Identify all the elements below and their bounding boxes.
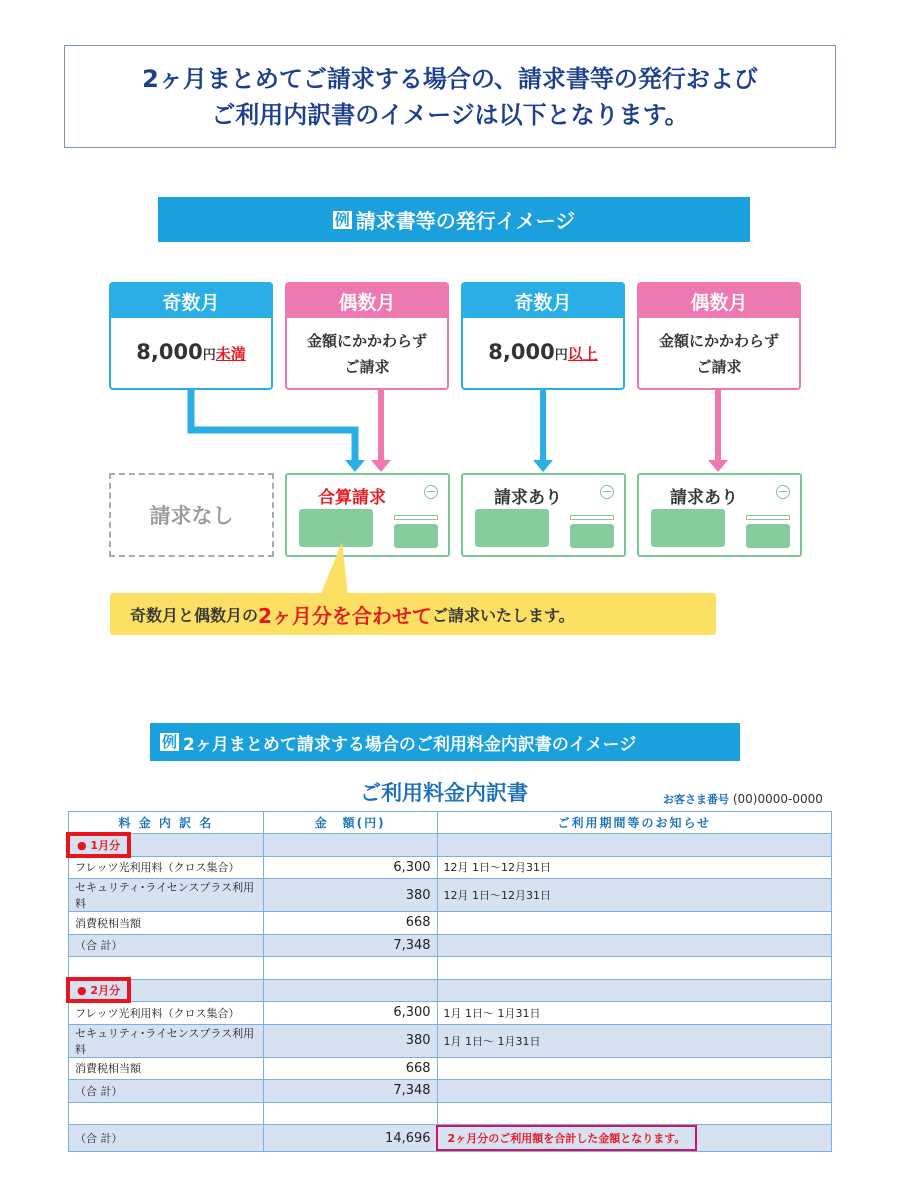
col-header: ご利用期間等のお知らせ <box>437 812 831 834</box>
row-amount: 668 <box>263 912 437 935</box>
card-text: 金額にかかわらず <box>306 332 427 350</box>
card-head: 奇数月 <box>111 284 271 318</box>
customer-no: (00)0000-0000 <box>732 792 823 806</box>
arrow-odd-combined <box>191 390 355 462</box>
table-row <box>69 1024 832 1057</box>
section2-banner <box>150 723 740 761</box>
row-note <box>437 1057 831 1080</box>
condition: 以上 <box>567 345 598 363</box>
statement-title: ご利用料金内訳書 <box>360 781 528 805</box>
customer-label: お客さま番号 <box>663 793 729 806</box>
month-marker: ● 1月分 <box>69 835 128 855</box>
row-name: （合 計） <box>69 1080 264 1103</box>
card-head: 奇数月 <box>463 284 623 318</box>
statement-table <box>68 811 832 1152</box>
month-marker: ● 2月分 <box>69 980 128 1000</box>
table-row <box>69 1080 832 1103</box>
header-line-2: ご利用内訳書のイメージは以下となります。 <box>211 100 689 129</box>
row-amount <box>263 979 437 1002</box>
table-row <box>69 879 832 912</box>
header-line-1: 2ヶ月まとめてご請求する場合の、請求書等の発行および <box>142 64 758 93</box>
table-row <box>69 957 832 980</box>
row-name <box>69 979 264 1002</box>
row-note <box>437 934 831 957</box>
circle-icon <box>776 485 790 499</box>
row-note: 12月 1日～12月31日 <box>437 856 831 879</box>
col-header: 金 額(円) <box>263 812 437 834</box>
row-note: 1月 1日～ 1月31日 <box>437 1002 831 1025</box>
row-note <box>437 1080 831 1103</box>
card-head: 偶数月 <box>287 284 447 318</box>
row-amount: 6,300 <box>263 1002 437 1025</box>
row-note <box>437 834 831 857</box>
callout <box>110 593 716 635</box>
table-row <box>69 856 832 879</box>
callout-text: ご請求いたします。 <box>431 605 575 625</box>
yen: 円 <box>554 348 568 363</box>
row-amount <box>263 1102 437 1125</box>
bill-label: 請求あり <box>670 488 738 508</box>
row-note: 12月 1日～12月31日 <box>437 879 831 912</box>
row-amount: 14,696 <box>263 1125 437 1152</box>
row-name: 消費税相当額 <box>69 1057 264 1080</box>
row-amount: 380 <box>263 879 437 912</box>
flow-arrows <box>0 0 900 480</box>
row-name <box>69 957 264 980</box>
row-amount: 380 <box>263 1024 437 1057</box>
row-amount: 6,300 <box>263 856 437 879</box>
example-badge: 例 <box>334 210 350 229</box>
table-row <box>69 1057 832 1080</box>
row-amount <box>263 957 437 980</box>
row-note <box>437 1125 831 1152</box>
card-head: 偶数月 <box>639 284 799 318</box>
card-text: 金額にかかわらず <box>658 332 779 350</box>
row-note <box>437 957 831 980</box>
row-name: （合 計） <box>69 934 264 957</box>
bill-label: 合算請求 <box>318 488 386 508</box>
customer-number <box>663 791 823 807</box>
section2-title: 2ヶ月まとめて請求する場合のご利用料金内訳書のイメージ <box>183 734 637 755</box>
table-row <box>69 934 832 957</box>
row-amount: 7,348 <box>263 934 437 957</box>
callout-text: 奇数月と偶数月の <box>130 605 259 625</box>
row-amount <box>263 834 437 857</box>
bill-yes-2 <box>637 473 802 557</box>
row-note: 1月 1日～ 1月31日 <box>437 1024 831 1057</box>
bill-yes-1 <box>461 473 626 557</box>
row-name: フレッツ光利用料（クロス集合） <box>69 856 264 879</box>
row-note <box>437 912 831 935</box>
row-amount: 7,348 <box>263 1080 437 1103</box>
row-name: フレッツ光利用料（クロス集合） <box>69 1002 264 1025</box>
section1-title: 請求書等の発行イメージ <box>355 209 576 233</box>
row-name: 消費税相当額 <box>69 912 264 935</box>
bill-none: 請求なし <box>109 473 274 557</box>
row-name: （合 計） <box>69 1125 264 1152</box>
amount: 8,000 <box>488 340 555 364</box>
row-name: セキュリティ･ライセンスプラス利用料 <box>69 1024 264 1057</box>
card-text: ご請求 <box>344 358 390 376</box>
table-row <box>69 979 832 1002</box>
row-amount: 668 <box>263 1057 437 1080</box>
row-name <box>69 834 264 857</box>
callout-pointer <box>300 540 360 600</box>
row-note <box>437 1102 831 1125</box>
table-row <box>69 1125 832 1152</box>
bill-label: 請求あり <box>494 488 562 508</box>
yen: 円 <box>202 348 216 363</box>
table-row <box>69 912 832 935</box>
table-row <box>69 1102 832 1125</box>
example-badge: 例 <box>162 733 178 751</box>
row-name <box>69 1102 264 1125</box>
table-row <box>69 1002 832 1025</box>
row-note <box>437 979 831 1002</box>
condition: 未満 <box>215 345 246 363</box>
amount: 8,000 <box>136 340 203 364</box>
callout-emphasis: 2ヶ月分を合わせて <box>258 603 432 628</box>
circle-icon <box>424 485 438 499</box>
col-header: 料 金 内 訳 名 <box>69 812 264 834</box>
total-note: 2ヶ月分のご利用額を合計した金額となります。 <box>436 1125 698 1151</box>
circle-icon <box>600 485 614 499</box>
card-text: ご請求 <box>696 358 742 376</box>
table-row <box>69 834 832 857</box>
row-name: セキュリティ･ライセンスプラス利用料 <box>69 879 264 912</box>
